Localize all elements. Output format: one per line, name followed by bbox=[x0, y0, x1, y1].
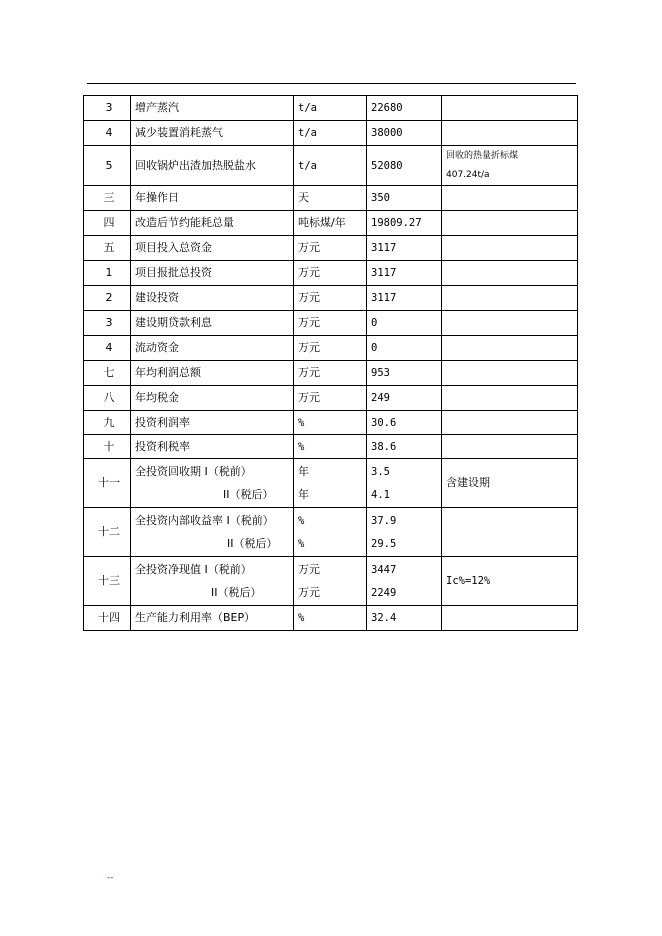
row-value: 52080 bbox=[367, 146, 442, 186]
row-number: 1 bbox=[84, 261, 131, 286]
table-row bbox=[84, 508, 578, 557]
row-number: 5 bbox=[84, 146, 131, 186]
row-number: 十 bbox=[84, 435, 131, 459]
row-item: 项目报批总投资 bbox=[131, 261, 294, 286]
row-value: 32.4 bbox=[367, 606, 442, 631]
table-row bbox=[84, 361, 578, 386]
value-line: 4.1 bbox=[371, 488, 390, 501]
row-item: 投资利润率 bbox=[131, 411, 294, 435]
row-number: 三 bbox=[84, 186, 131, 211]
table-row bbox=[84, 411, 578, 435]
row-value: 38.6 bbox=[367, 435, 442, 459]
row-item: 流动资金 bbox=[131, 336, 294, 361]
unit-line: % bbox=[298, 537, 305, 550]
row-note bbox=[442, 336, 578, 361]
unit-line: 万元 bbox=[298, 585, 320, 599]
row-number: 2 bbox=[84, 286, 131, 311]
row-note bbox=[442, 96, 578, 121]
unit-line: % bbox=[298, 514, 305, 527]
table-row bbox=[84, 336, 578, 361]
row-note bbox=[442, 386, 578, 411]
row-number: 四 bbox=[84, 211, 131, 236]
row-number: 九 bbox=[84, 411, 131, 435]
row-number: 4 bbox=[84, 336, 131, 361]
row-unit: 万元 bbox=[294, 236, 367, 261]
row-note: 含建设期 bbox=[442, 459, 578, 508]
table-row bbox=[84, 606, 578, 631]
row-number: 七 bbox=[84, 361, 131, 386]
value-line: 3447 bbox=[371, 563, 397, 576]
value-line: 37.9 bbox=[371, 514, 397, 527]
row-unit: 万元 bbox=[294, 286, 367, 311]
item-line: 全投资回收期 I（税前） bbox=[135, 464, 252, 478]
row-unit: t/a bbox=[294, 121, 367, 146]
row-number: 十四 bbox=[84, 606, 131, 631]
row-value: 19809.27 bbox=[367, 211, 442, 236]
row-number: 十二 bbox=[84, 508, 131, 557]
row-note bbox=[442, 606, 578, 631]
item-line: II（税后） bbox=[223, 487, 274, 501]
row-note bbox=[442, 261, 578, 286]
table-row bbox=[84, 186, 578, 211]
unit-line: 年 bbox=[298, 487, 309, 501]
table-row bbox=[84, 146, 578, 186]
item-line: 全投资内部收益率 I（税前） bbox=[135, 513, 274, 527]
table-row bbox=[84, 236, 578, 261]
row-value: 0 bbox=[367, 311, 442, 336]
row-value: 249 bbox=[367, 386, 442, 411]
row-value: 38000 bbox=[367, 121, 442, 146]
row-value: 30.6 bbox=[367, 411, 442, 435]
row-unit: % bbox=[294, 411, 367, 435]
row-unit: t/a bbox=[294, 96, 367, 121]
row-note: Ic%=12% bbox=[442, 557, 578, 606]
row-value: 953 bbox=[367, 361, 442, 386]
header-rule bbox=[87, 83, 576, 84]
row-item: 项目投入总资金 bbox=[131, 236, 294, 261]
value-line: 3.5 bbox=[371, 465, 390, 478]
row-unit: % bbox=[294, 606, 367, 631]
table-row bbox=[84, 557, 578, 606]
row-item bbox=[131, 557, 294, 606]
row-note bbox=[442, 146, 578, 186]
row-number: 十一 bbox=[84, 459, 131, 508]
row-value: 3117 bbox=[367, 236, 442, 261]
item-line: 全投资净现值 I（税前） bbox=[135, 562, 252, 576]
row-note bbox=[442, 211, 578, 236]
row-note bbox=[442, 121, 578, 146]
row-number: 八 bbox=[84, 386, 131, 411]
row-item: 生产能力利用率（BEP） bbox=[131, 606, 294, 631]
footer-mark: -- bbox=[107, 873, 114, 883]
row-item: 增产蒸汽 bbox=[131, 96, 294, 121]
table-row bbox=[84, 211, 578, 236]
row-unit bbox=[294, 508, 367, 557]
table-row bbox=[84, 261, 578, 286]
row-note bbox=[442, 186, 578, 211]
row-unit bbox=[294, 459, 367, 508]
table-row bbox=[84, 311, 578, 336]
unit-line: 万元 bbox=[298, 562, 320, 576]
row-note bbox=[442, 361, 578, 386]
table-row bbox=[84, 286, 578, 311]
item-line: II（税后） bbox=[227, 536, 278, 550]
note-line: 回收的热量折标煤 bbox=[446, 150, 519, 161]
row-item bbox=[131, 459, 294, 508]
row-value bbox=[367, 459, 442, 508]
row-item bbox=[131, 508, 294, 557]
row-unit bbox=[294, 557, 367, 606]
row-value: 3117 bbox=[367, 286, 442, 311]
row-unit: t/a bbox=[294, 146, 367, 186]
row-note bbox=[442, 236, 578, 261]
row-item: 回收锅炉出渣加热脱盐水 bbox=[131, 146, 294, 186]
row-number: 3 bbox=[84, 96, 131, 121]
row-value: 3117 bbox=[367, 261, 442, 286]
row-number: 4 bbox=[84, 121, 131, 146]
row-item: 投资利税率 bbox=[131, 435, 294, 459]
row-note bbox=[442, 411, 578, 435]
row-number: 3 bbox=[84, 311, 131, 336]
value-line: 2249 bbox=[371, 586, 397, 599]
table-row bbox=[84, 386, 578, 411]
row-item: 年操作日 bbox=[131, 186, 294, 211]
value-line: 29.5 bbox=[371, 537, 397, 550]
row-value bbox=[367, 508, 442, 557]
row-unit: 万元 bbox=[294, 311, 367, 336]
note-line: 407.24t/a bbox=[446, 169, 490, 180]
table-row bbox=[84, 96, 578, 121]
economic-indicators-table bbox=[83, 95, 578, 631]
row-unit: 万元 bbox=[294, 361, 367, 386]
row-number: 十三 bbox=[84, 557, 131, 606]
row-value: 350 bbox=[367, 186, 442, 211]
row-item: 改造后节约能耗总量 bbox=[131, 211, 294, 236]
row-note bbox=[442, 286, 578, 311]
row-unit: 吨标煤/年 bbox=[294, 211, 367, 236]
table-row bbox=[84, 435, 578, 459]
row-item: 减少装置消耗蒸气 bbox=[131, 121, 294, 146]
row-item: 建设期贷款利息 bbox=[131, 311, 294, 336]
row-item: 建设投资 bbox=[131, 286, 294, 311]
row-unit: 万元 bbox=[294, 386, 367, 411]
row-item: 年均利润总额 bbox=[131, 361, 294, 386]
item-line: II（税后） bbox=[211, 585, 262, 599]
row-value: 0 bbox=[367, 336, 442, 361]
table-row bbox=[84, 121, 578, 146]
row-value: 22680 bbox=[367, 96, 442, 121]
table-row bbox=[84, 459, 578, 508]
row-item: 年均税金 bbox=[131, 386, 294, 411]
row-unit: 万元 bbox=[294, 261, 367, 286]
unit-line: 年 bbox=[298, 464, 309, 478]
row-unit: % bbox=[294, 435, 367, 459]
row-unit: 万元 bbox=[294, 336, 367, 361]
row-value bbox=[367, 557, 442, 606]
row-note bbox=[442, 508, 578, 557]
row-note bbox=[442, 435, 578, 459]
row-number: 五 bbox=[84, 236, 131, 261]
row-note bbox=[442, 311, 578, 336]
row-unit: 天 bbox=[294, 186, 367, 211]
